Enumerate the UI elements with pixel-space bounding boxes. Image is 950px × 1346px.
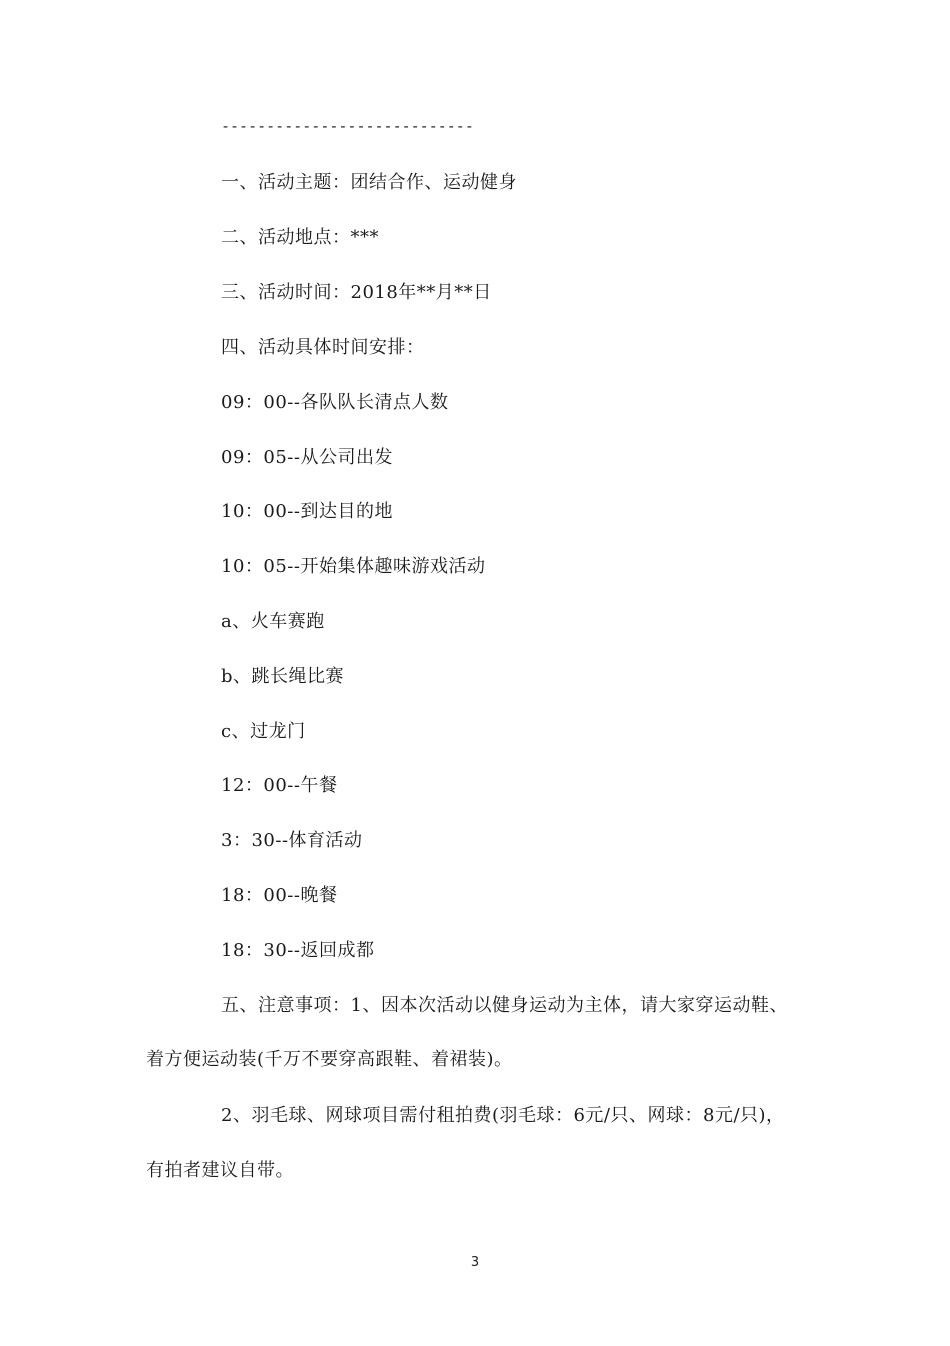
activity-location: 二、活动地点：***: [221, 227, 379, 248]
notes-item: 2、羽毛球、网球项目需付租拍费(羽毛球：6元/只、网球：8元/只)，: [221, 1105, 785, 1126]
schedule-heading: 四、活动具体时间安排：: [221, 337, 425, 358]
notes-paragraph: 五、注意事项：1、因本次活动以健身运动为主体，请大家穿运动鞋、: [221, 995, 788, 1016]
game-item: a、火车赛跑: [221, 611, 325, 632]
activity-theme: 一、活动主题：团结合作、运动健身: [221, 172, 517, 193]
schedule-item: 18：30--返回成都: [221, 940, 375, 961]
schedule-item: 12：00--午餐: [221, 775, 338, 796]
game-item: c、过龙门: [221, 721, 306, 742]
notes-item-continued: 有拍者建议自带。: [146, 1160, 294, 1181]
schedule-item: 09：05--从公司出发: [221, 447, 393, 468]
separator-line: ----------------------------: [221, 117, 474, 135]
notes-paragraph-continued: 着方便运动装(千万不要穿高跟鞋、着裙装)。: [146, 1049, 513, 1070]
game-item: b、跳长绳比赛: [221, 666, 345, 687]
schedule-item: 10：00--到达目的地: [221, 501, 393, 522]
activity-date: 三、活动时间：2018年**月**日: [221, 282, 492, 303]
page-number: 3: [470, 1255, 480, 1270]
schedule-item: 10：05--开始集体趣味游戏活动: [221, 556, 486, 577]
schedule-item: 3：30--体育活动: [221, 830, 363, 851]
schedule-item: 09：00--各队队长清点人数: [221, 392, 449, 413]
schedule-item: 18：00--晚餐: [221, 885, 338, 906]
